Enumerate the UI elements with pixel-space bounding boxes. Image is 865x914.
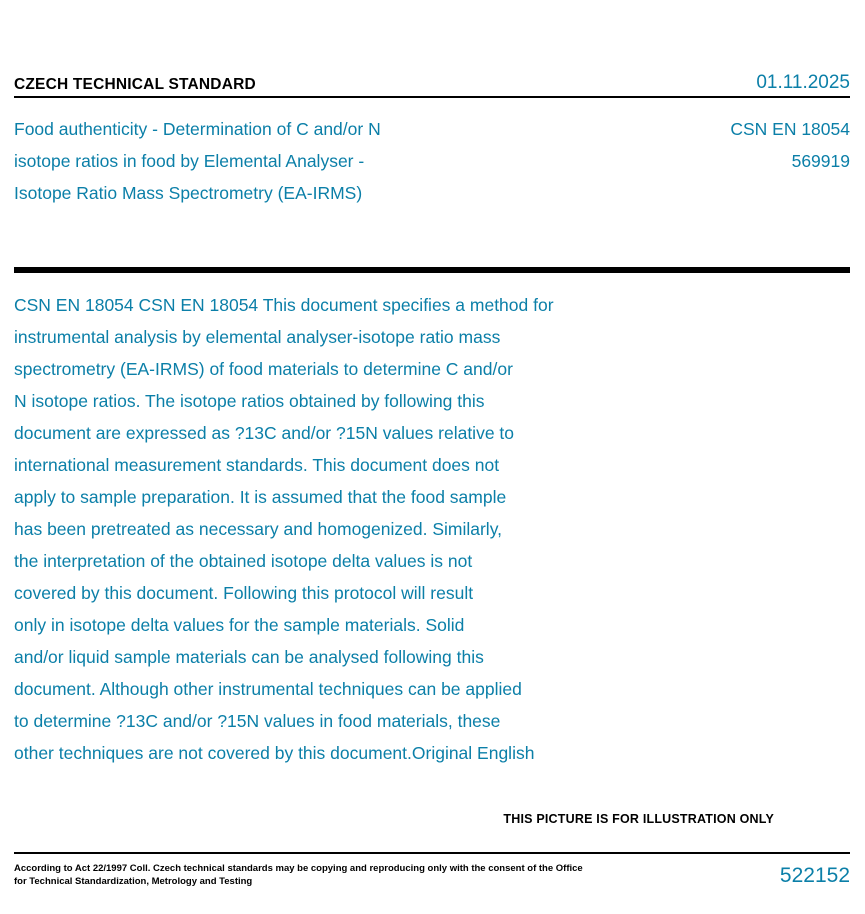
- publication-date: 01.11.2025: [756, 72, 850, 93]
- abstract-line: N isotope ratios. The isotope ratios obtained by following this: [14, 391, 485, 411]
- abstract-line: and/or liquid sample materials can be analysed following this: [14, 647, 484, 667]
- abstract-line: has been pretreated as necessary and homogenized. Similarly,: [14, 519, 503, 539]
- header: [14, 72, 850, 94]
- abstract-line: instrumental analysis by elemental analyser-isotope ratio mass: [14, 327, 501, 347]
- standard-code: CSN EN 18054: [730, 119, 850, 139]
- header-divider: [14, 96, 850, 98]
- abstract-line: apply to sample preparation. It is assumed that the food sample: [14, 487, 507, 507]
- abstract-line: document are expressed as ?13C and/or ?15N values relative to: [14, 423, 515, 443]
- designation-block: [560, 113, 850, 177]
- abstract-line: CSN EN 18054 CSN EN 18054 This document specifies a method for: [14, 295, 554, 315]
- title-line-3: Isotope Ratio Mass Spectrometry (EA-IRMS): [14, 183, 363, 203]
- standard-type-label: CZECH TECHNICAL STANDARD: [14, 76, 256, 93]
- abstract-line: international measurement standards. This document does not: [14, 455, 500, 475]
- abstract-line: spectrometry (EA-IRMS) of food materials to determine C and/or: [14, 359, 513, 379]
- title-line-2: isotope ratios in food by Elemental Analyser -: [14, 151, 365, 171]
- abstract-line: to determine ?13C and/or ?15N values in food materials, these: [14, 711, 501, 731]
- document-title: [14, 113, 544, 209]
- abstract-line: covered by this document. Following this protocol will result: [14, 583, 474, 603]
- footer-disclaimer: [14, 862, 634, 888]
- abstract-line: only in isotope delta values for the sample materials. Solid: [14, 615, 465, 635]
- abstract-text: [14, 289, 714, 769]
- footer-document-number: 522152: [779, 864, 850, 887]
- section-divider: [14, 267, 850, 273]
- footer-divider: [14, 852, 850, 854]
- title-line-1: Food authenticity - Determination of C and/or N: [14, 119, 381, 139]
- title-block: [14, 113, 850, 209]
- abstract-line: document. Although other instrumental techniques can be applied: [14, 679, 522, 699]
- abstract-line: the interpretation of the obtained isotope delta values is not: [14, 551, 473, 571]
- footer-disclaimer-line-1: According to Act 22/1997 Coll. Czech technical standards may be copying and reproducing only with the consent of the Office: [14, 863, 583, 874]
- illustration-notice: THIS PICTURE IS FOR ILLUSTRATION ONLY: [503, 812, 774, 826]
- footer: [14, 862, 850, 888]
- standard-number: 569919: [791, 151, 850, 171]
- abstract-line: other techniques are not covered by this document.Original English: [14, 743, 535, 763]
- footer-disclaimer-line-2: for Technical Standardization, Metrology and Testing: [14, 876, 253, 887]
